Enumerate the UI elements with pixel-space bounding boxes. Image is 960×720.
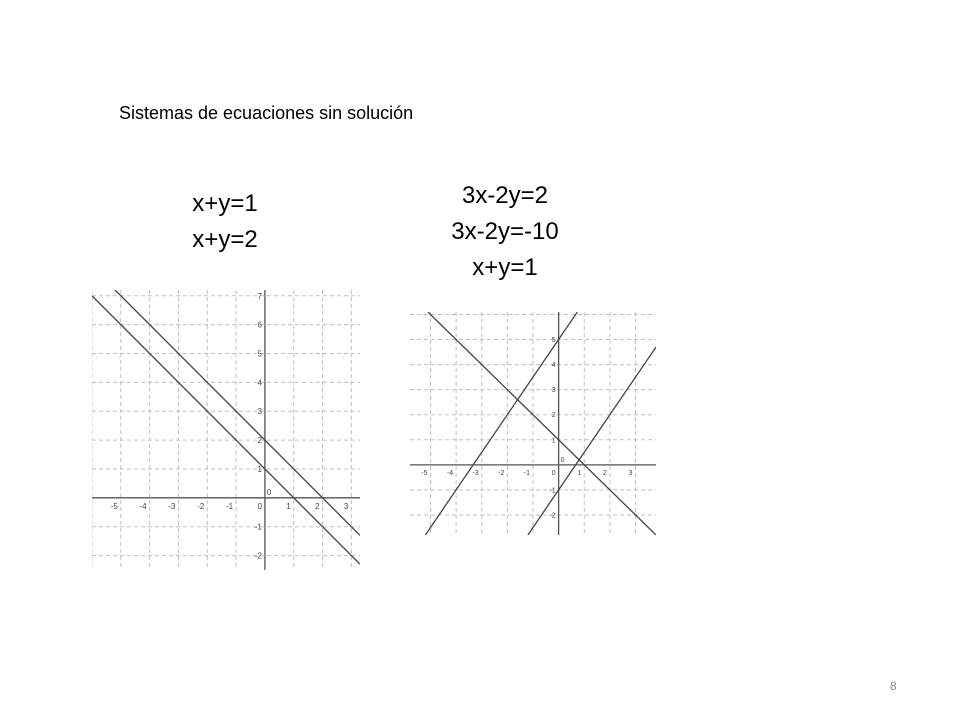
- y-tick-label: 4: [257, 378, 262, 388]
- y-tick-label: 6: [257, 320, 262, 330]
- series-line: [528, 347, 656, 535]
- series-line: [425, 312, 577, 535]
- y-tick-label: -2: [549, 512, 556, 520]
- x-tick-label: 2: [602, 469, 607, 477]
- series-line: [428, 312, 656, 535]
- x-tick-label: 0: [257, 501, 262, 511]
- equation-line: x+y=2: [192, 226, 258, 253]
- y-tick-label: 3: [257, 407, 262, 417]
- x-tick-label: 1: [577, 469, 582, 477]
- x-tick-label: -3: [472, 469, 479, 477]
- y-tick-label: 7: [257, 291, 262, 301]
- equation-line: x+y=1: [472, 254, 538, 281]
- series-line: [92, 296, 360, 564]
- y-tick-label: 2: [257, 436, 262, 446]
- slide-number: 8: [890, 679, 897, 693]
- y-tick-label: 2: [551, 412, 556, 420]
- y-tick-label: 5: [257, 349, 262, 359]
- y-tick-label: -1: [549, 487, 556, 495]
- y-tick-label: -1: [254, 522, 262, 532]
- y-tick-label: -2: [254, 551, 262, 561]
- graph-parallel-lines: [92, 290, 360, 570]
- x-tick-label: 3: [628, 469, 633, 477]
- x-tick-label: -5: [421, 469, 428, 477]
- x-tick-label: -4: [446, 469, 454, 477]
- y-tick-label: 5: [551, 337, 556, 345]
- equation-line: 3x-2y=2: [461, 182, 549, 209]
- y-tick-label: 1: [257, 464, 262, 474]
- x-tick-label: 0: [551, 469, 556, 477]
- x-tick-label: -3: [168, 501, 176, 511]
- left-equations: [155, 186, 295, 258]
- equation-line: 3x-2y=-10: [451, 218, 559, 245]
- x-tick-label: 2: [315, 501, 320, 511]
- x-tick-label: 3: [343, 501, 349, 511]
- x-tick-label: -1: [225, 501, 234, 511]
- series-line: [92, 290, 360, 535]
- x-tick-label: 1: [286, 501, 291, 511]
- x-tick-label: -2: [197, 501, 205, 511]
- y-tick-label: 1: [551, 437, 556, 445]
- right-equations: [410, 178, 600, 286]
- y-tick-label: 3: [551, 387, 556, 395]
- x-tick-label: -1: [523, 469, 530, 477]
- x-tick-label: -5: [110, 501, 118, 511]
- x-tick-label: -2: [498, 469, 505, 477]
- origin-label: 0: [266, 487, 272, 497]
- slide-title: Sistemas de ecuaciones sin solución: [119, 103, 414, 123]
- origin-label: 0: [560, 456, 565, 464]
- graph-three-lines: [410, 312, 656, 535]
- equation-line: x+y=1: [192, 190, 258, 217]
- y-tick-label: 4: [551, 362, 556, 370]
- x-tick-label: -4: [139, 501, 147, 511]
